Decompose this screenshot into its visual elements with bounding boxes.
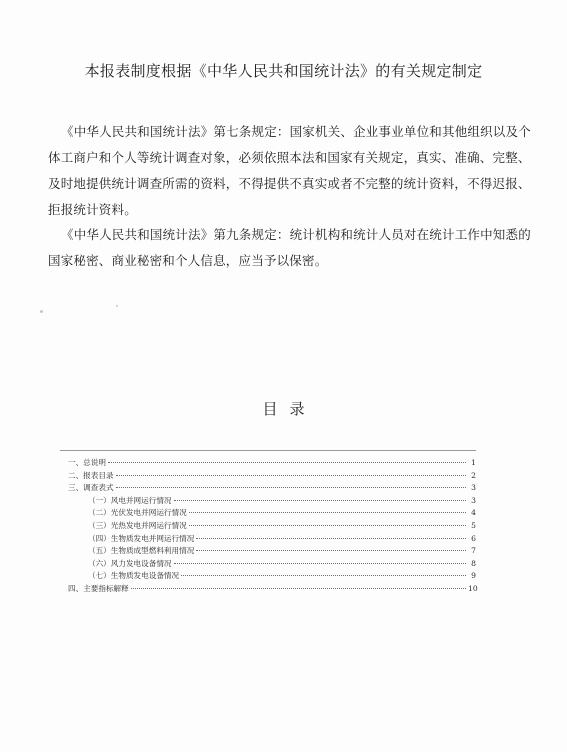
toc-entry-label: 三、调查表式 bbox=[68, 483, 114, 493]
toc-subentry[interactable] bbox=[68, 495, 476, 508]
toc-entry-label: （五）生物质成型燃料利用情况 bbox=[88, 546, 195, 556]
toc-entry-label: （一）风电并网运行情况 bbox=[88, 495, 172, 505]
toc-page-number: 5 bbox=[471, 520, 476, 530]
toc-dot-leader bbox=[189, 525, 466, 526]
toc-entry-label: （七）生物质发电设备情况 bbox=[88, 571, 180, 581]
toc-dot-leader bbox=[131, 588, 466, 589]
law-clause-article-9: 《中华人民共和国统计法》第九条规定：统计机构和统计人员对在统计工作中知悉的国家秘密、商业秘密和个人信息，应当予以保密。 bbox=[48, 227, 531, 268]
toc-subentry[interactable] bbox=[68, 570, 476, 583]
toc-page-number: 2 bbox=[471, 470, 476, 480]
toc-dot-leader bbox=[196, 550, 466, 551]
toc-page-number: 3 bbox=[471, 495, 476, 505]
toc-subentry[interactable] bbox=[68, 545, 476, 558]
toc-entry[interactable] bbox=[68, 457, 476, 470]
toc-page-number: 10 bbox=[468, 583, 478, 593]
toc-page-number: 3 bbox=[471, 483, 476, 493]
toc-page-number: 4 bbox=[471, 508, 476, 518]
toc-dot-leader bbox=[189, 512, 466, 513]
toc-subentry[interactable] bbox=[68, 507, 476, 520]
law-clause-article-7: 《中华人民共和国统计法》第七条规定：国家机关、企业事业单位和其他组织以及个体工商户和个人等统计调查对象，必须依照本法和国家有关规定，真实、准确、完整、及时地提供统计调查所需的资料，不得提供不真实或者不完整的统计资料，不得迟报、拒报统计资料。 bbox=[48, 124, 531, 217]
toc-page-number: 1 bbox=[471, 458, 476, 467]
document-heading: 本报表制度根据《中华人民共和国统计法》的有关规定制定 bbox=[84, 62, 483, 80]
toc-title: 目录 bbox=[262, 400, 317, 418]
toc-dot-leader bbox=[116, 487, 466, 488]
toc-entry-label: （四）生物质发电并网运行情况 bbox=[88, 533, 195, 543]
toc-top-rule bbox=[60, 450, 476, 451]
toc-page-number: 8 bbox=[471, 558, 476, 568]
toc-dot-leader bbox=[108, 462, 466, 463]
toc-subentry[interactable] bbox=[68, 558, 476, 571]
scan-speck bbox=[116, 305, 118, 307]
toc-dot-leader bbox=[116, 475, 466, 476]
toc-entry-label: 一、总说明 bbox=[68, 458, 106, 467]
toc-entry-label: 二、报表目录 bbox=[68, 470, 114, 480]
scan-speck bbox=[40, 310, 43, 313]
toc-page-number: 7 bbox=[471, 546, 476, 556]
toc-entry[interactable] bbox=[68, 482, 476, 495]
toc-subentry[interactable] bbox=[68, 533, 476, 546]
toc-entry-label: （三）光热发电并网运行情况 bbox=[88, 520, 187, 530]
toc-dot-leader bbox=[174, 563, 466, 564]
toc-entry-label: 四、主要指标解释 bbox=[68, 583, 129, 593]
toc-entry[interactable] bbox=[68, 470, 476, 483]
toc-dot-leader bbox=[174, 500, 466, 501]
toc-page-number: 9 bbox=[471, 571, 476, 581]
toc-page-number: 6 bbox=[471, 533, 476, 543]
toc-entry[interactable] bbox=[68, 583, 476, 596]
toc-subentry[interactable] bbox=[68, 520, 476, 533]
toc-dot-leader bbox=[196, 538, 466, 539]
toc-entry-label: （六）风力发电设备情况 bbox=[88, 558, 172, 568]
toc-dot-leader bbox=[181, 575, 466, 576]
table-of-contents bbox=[68, 457, 476, 596]
toc-entry-label: （二）光伏发电并网运行情况 bbox=[88, 508, 187, 518]
